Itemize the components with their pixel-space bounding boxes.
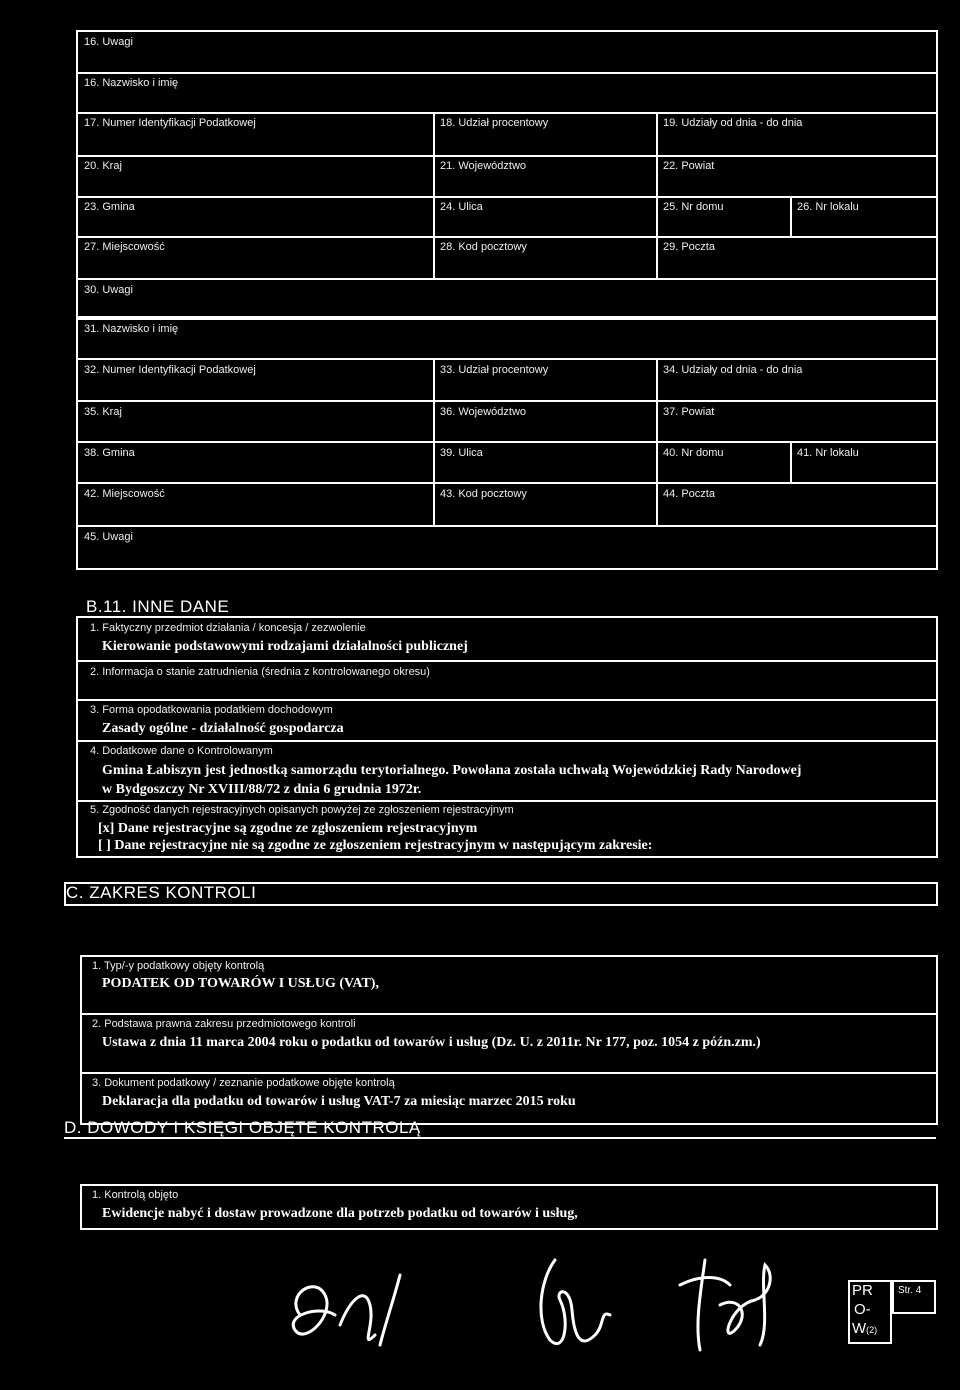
b11-f1-value: Kierowanie podstawowymi rodzajami działalności publicznej <box>102 639 468 654</box>
field-30-label: 30. Uwagi <box>84 284 133 296</box>
field-39-label: 39. Ulica <box>440 447 483 459</box>
divider <box>76 155 936 157</box>
divider <box>76 482 936 484</box>
field-34-label: 34. Udziały od dnia - do dnia <box>663 364 803 376</box>
c-f2-label: 2. Podstawa prawna zakresu przedmiotowego kontroli <box>92 1018 356 1030</box>
b11-f3-value: Zasady ogólne - działalność gospodarcza <box>102 721 344 736</box>
field-32-label: 32. Numer Identyfikacji Podatkowej <box>84 364 256 376</box>
divider <box>76 112 936 114</box>
field-44-label: 44. Poczta <box>663 488 715 500</box>
divider <box>76 525 936 527</box>
field-40-label: 40. Nr domu <box>663 447 724 459</box>
form-code-line1: PR <box>852 1282 873 1299</box>
field-20-label: 20. Kraj <box>84 160 122 172</box>
field-16-uwagi-label: 16. Uwagi <box>84 36 133 48</box>
b11-f4-label: 4. Dodatkowe dane o Kontrolowanym <box>90 745 273 757</box>
b11-f4-value-line1: Gmina Łabiszyn jest jednostką samorządu terytorialnego. Powołana została uchwałą Wojewódzkiej Rady Narodowej <box>102 763 802 778</box>
form-code-line3: W(2) <box>852 1320 878 1337</box>
signature-3 <box>660 1245 800 1365</box>
field-33-label: 33. Udział procentowy <box>440 364 549 376</box>
field-19-label: 19. Udziały od dnia - do dnia <box>663 117 803 129</box>
field-36-label: 36. Województwo <box>440 406 527 418</box>
b11-f2-label: 2. Informacja o stanie zatrudnienia (średnia z kontrolowanego okresu) <box>90 666 430 678</box>
field-21-label: 21. Województwo <box>440 160 527 172</box>
signature-2 <box>510 1240 630 1370</box>
field-38-label: 38. Gmina <box>84 447 135 459</box>
field-41-label: 41. Nr lokalu <box>797 447 859 459</box>
field-18-label: 18. Udział procentowy <box>440 117 549 129</box>
d-f1-label: 1. Kontrolą objęto <box>92 1189 179 1201</box>
section-d-title: D. DOWODY I KSIĘGI OBJĘTE KONTROLĄ <box>64 1118 421 1137</box>
b11-f5-option-noncompliant: [ ] Dane rejestracyjne nie są zgodne ze zgłoszeniem rejestracyjnym w następującym zakresie: <box>98 838 653 853</box>
divider <box>76 72 936 74</box>
c-f3-value: Deklaracja dla podatku od towarów i usług VAT-7 za miesiąc marzec 2015 roku <box>102 1094 576 1109</box>
c-f1-label: 1. Typ/-y podatkowy objęty kontrolą <box>92 960 265 972</box>
field-28-label: 28. Kod pocztowy <box>440 241 527 253</box>
divider <box>76 740 936 742</box>
field-42-label: 42. Miejscowość <box>84 488 165 500</box>
field-26-label: 26. Nr lokalu <box>797 201 859 213</box>
divider <box>76 278 936 280</box>
divider <box>76 236 936 238</box>
field-31-label: 31. Nazwisko i imię <box>84 323 179 335</box>
divider <box>76 441 936 443</box>
divider <box>76 800 936 802</box>
b11-f5-option-compliant: [x] Dane rejestracyjne są zgodne ze zgłoszeniem rejestracyjnym <box>98 821 478 836</box>
c-f2-value: Ustawa z dnia 11 marca 2004 roku o podatku od towarów i usług (Dz. U. z 2011r. Nr 177, poz. 1054 z późn.zm.) <box>102 1035 761 1050</box>
b11-f4-value-line2: w Bydgoszczy Nr XVIII/88/72 z dnia 6 grudnia 1972r. <box>102 782 422 797</box>
divider <box>656 358 658 525</box>
field-16-name-label: 16. Nazwisko i imię <box>84 77 179 89</box>
divider <box>656 112 658 278</box>
c-f1-value: PODATEK OD TOWARÓW I USŁUG (VAT), <box>102 976 379 991</box>
divider <box>433 358 435 525</box>
b11-f1-label: 1. Faktyczny przedmiot działania / koncesja / zezwolenie <box>90 622 366 634</box>
divider <box>80 1072 936 1074</box>
divider <box>64 1137 936 1139</box>
divider <box>76 400 936 402</box>
section-b11-title: B.11. INNE DANE <box>86 597 230 616</box>
divider <box>80 1013 936 1015</box>
divider <box>76 358 936 360</box>
signature-1 <box>280 1255 430 1365</box>
field-35-label: 35. Kraj <box>84 406 122 418</box>
field-24-label: 24. Ulica <box>440 201 483 213</box>
divider <box>790 196 792 236</box>
field-22-label: 22. Powiat <box>663 160 715 172</box>
b11-f5-label: 5. Zgodność danych rejestracyjnych opisanych powyżej ze zgłoszeniem rejestracyjnym <box>90 804 514 816</box>
field-43-label: 43. Kod pocztowy <box>440 488 527 500</box>
field-27-label: 27. Miejscowość <box>84 241 165 253</box>
field-23-label: 23. Gmina <box>84 201 135 213</box>
section-c-title: C. ZAKRES KONTROLI <box>66 883 257 902</box>
d-f1-value: Ewidencje nabyć i dostaw prowadzone dla potrzeb podatku od towarów i usług, <box>102 1206 578 1221</box>
divider <box>433 112 435 278</box>
divider <box>790 441 792 482</box>
field-37-label: 37. Powiat <box>663 406 715 418</box>
field-25-label: 25. Nr domu <box>663 201 724 213</box>
field-29-label: 29. Poczta <box>663 241 715 253</box>
b11-f3-label: 3. Forma opodatkowania podatkiem dochodowym <box>90 704 333 716</box>
owner-block-2 <box>76 318 938 570</box>
c-f3-label: 3. Dokument podatkowy / zeznanie podatkowe objęte kontrolą <box>92 1077 395 1089</box>
field-17-label: 17. Numer Identyfikacji Podatkowej <box>84 117 256 129</box>
page-number: Str. 4 <box>898 1285 922 1296</box>
field-45-label: 45. Uwagi <box>84 531 133 543</box>
form-code-line2: O- <box>854 1301 871 1318</box>
divider <box>76 699 936 701</box>
divider <box>76 660 936 662</box>
divider <box>76 196 936 198</box>
